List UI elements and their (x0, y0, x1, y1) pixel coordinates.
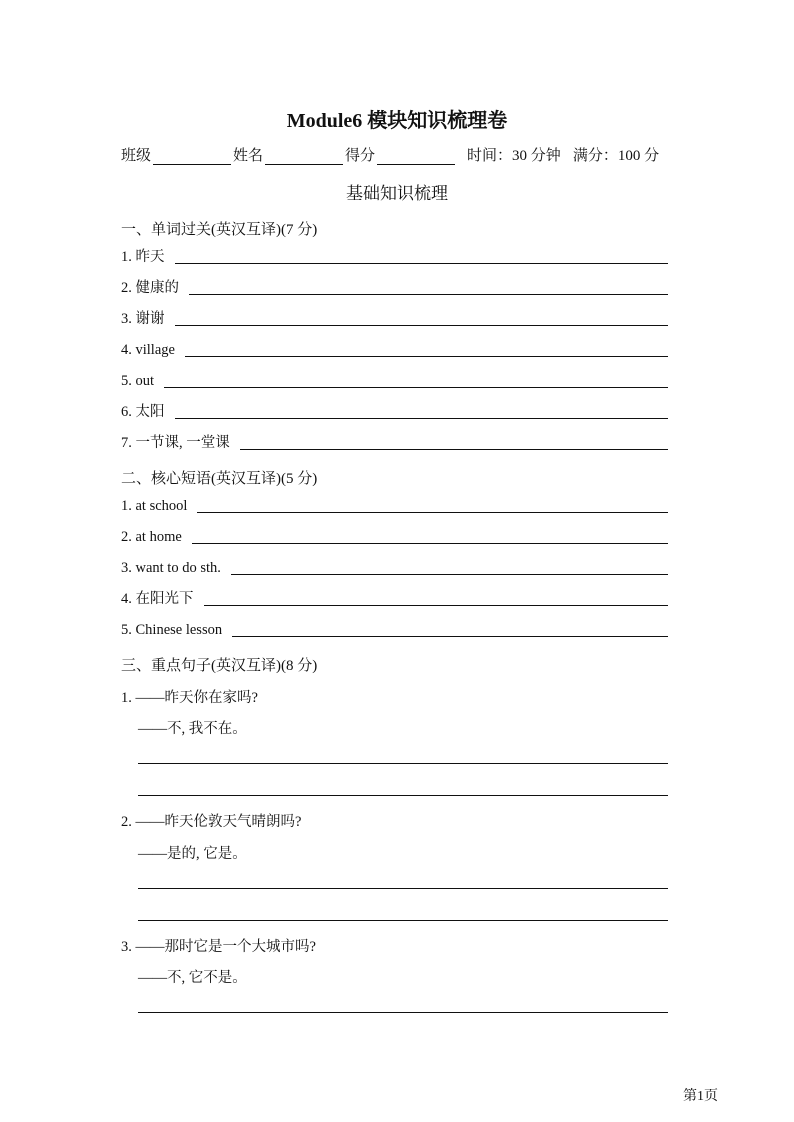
sentence-question: 2. ——昨天伦敦天气晴朗吗? (121, 814, 302, 830)
answer-line[interactable] (175, 324, 669, 326)
section1-item (121, 277, 668, 299)
name-label: 姓名 (233, 148, 264, 164)
sentence-answer: ——是的, 它是。 (138, 846, 247, 862)
item-label: 1. at school (121, 498, 188, 514)
full-score: 满分：100 分 (572, 148, 660, 164)
answer-line[interactable] (138, 920, 668, 921)
item-label: 6. 太阳 (121, 404, 165, 420)
answer-line[interactable] (197, 511, 668, 513)
sentence-answer: ——不, 它不是。 (138, 970, 247, 986)
sentence-answer: ——不, 我不在。 (138, 721, 247, 737)
section2-item (121, 588, 668, 610)
answer-line[interactable] (204, 604, 669, 606)
section1-heading: 一、单词过关(英汉互译)(7 分) (121, 222, 318, 238)
time-limit: 时间：30 分钟 (467, 148, 561, 164)
item-label: 3. want to do sth. (121, 560, 221, 576)
answer-line[interactable] (185, 355, 668, 357)
section1-item (121, 370, 668, 392)
name-field[interactable] (265, 149, 343, 165)
section2-item (121, 495, 668, 517)
answer-line[interactable] (189, 293, 668, 295)
answer-line[interactable] (175, 262, 669, 264)
score-field[interactable] (377, 149, 455, 165)
sentence-question: 1. ——昨天你在家吗? (121, 690, 258, 706)
section1-item (121, 432, 668, 454)
item-label: 2. 健康的 (121, 280, 179, 296)
item-label: 4. village (121, 342, 175, 358)
section2-heading: 二、核心短语(英汉互译)(5 分) (121, 471, 318, 487)
sentence-question: 3. ——那时它是一个大城市吗? (121, 939, 316, 955)
answer-line[interactable] (138, 1012, 668, 1013)
answer-line[interactable] (164, 386, 668, 388)
item-label: 5. Chinese lesson (121, 622, 223, 638)
section2-item (121, 526, 668, 548)
section1-item (121, 401, 668, 423)
item-label: 7. 一节课, 一堂课 (121, 435, 230, 451)
section1-item (121, 339, 668, 361)
answer-line[interactable] (232, 635, 668, 637)
answer-line[interactable] (192, 542, 668, 544)
answer-line[interactable] (138, 763, 668, 764)
page-number: 第1页 (683, 1089, 718, 1104)
answer-line[interactable] (240, 448, 668, 450)
answer-line[interactable] (175, 417, 669, 419)
class-label: 班级 (121, 148, 152, 164)
class-field[interactable] (153, 149, 231, 165)
section1-item (121, 246, 668, 268)
item-label: 4. 在阳光下 (121, 591, 194, 607)
answer-line[interactable] (138, 888, 668, 889)
item-label: 5. out (121, 373, 155, 389)
student-info-line (121, 144, 659, 165)
score-label: 得分 (345, 148, 376, 164)
answer-line[interactable] (138, 795, 668, 796)
section2-item (121, 557, 668, 579)
page-title: Module6 模块知识梳理卷 (286, 110, 508, 132)
item-label: 3. 谢谢 (121, 311, 165, 327)
item-label: 2. at home (121, 529, 182, 545)
section3-heading: 三、重点句子(英汉互译)(8 分) (121, 658, 318, 674)
item-label: 1. 昨天 (121, 249, 165, 265)
answer-line[interactable] (231, 573, 668, 575)
section2-item (121, 619, 668, 641)
section1-item (121, 308, 668, 330)
section-subtitle: 基础知识梳理 (346, 184, 448, 203)
